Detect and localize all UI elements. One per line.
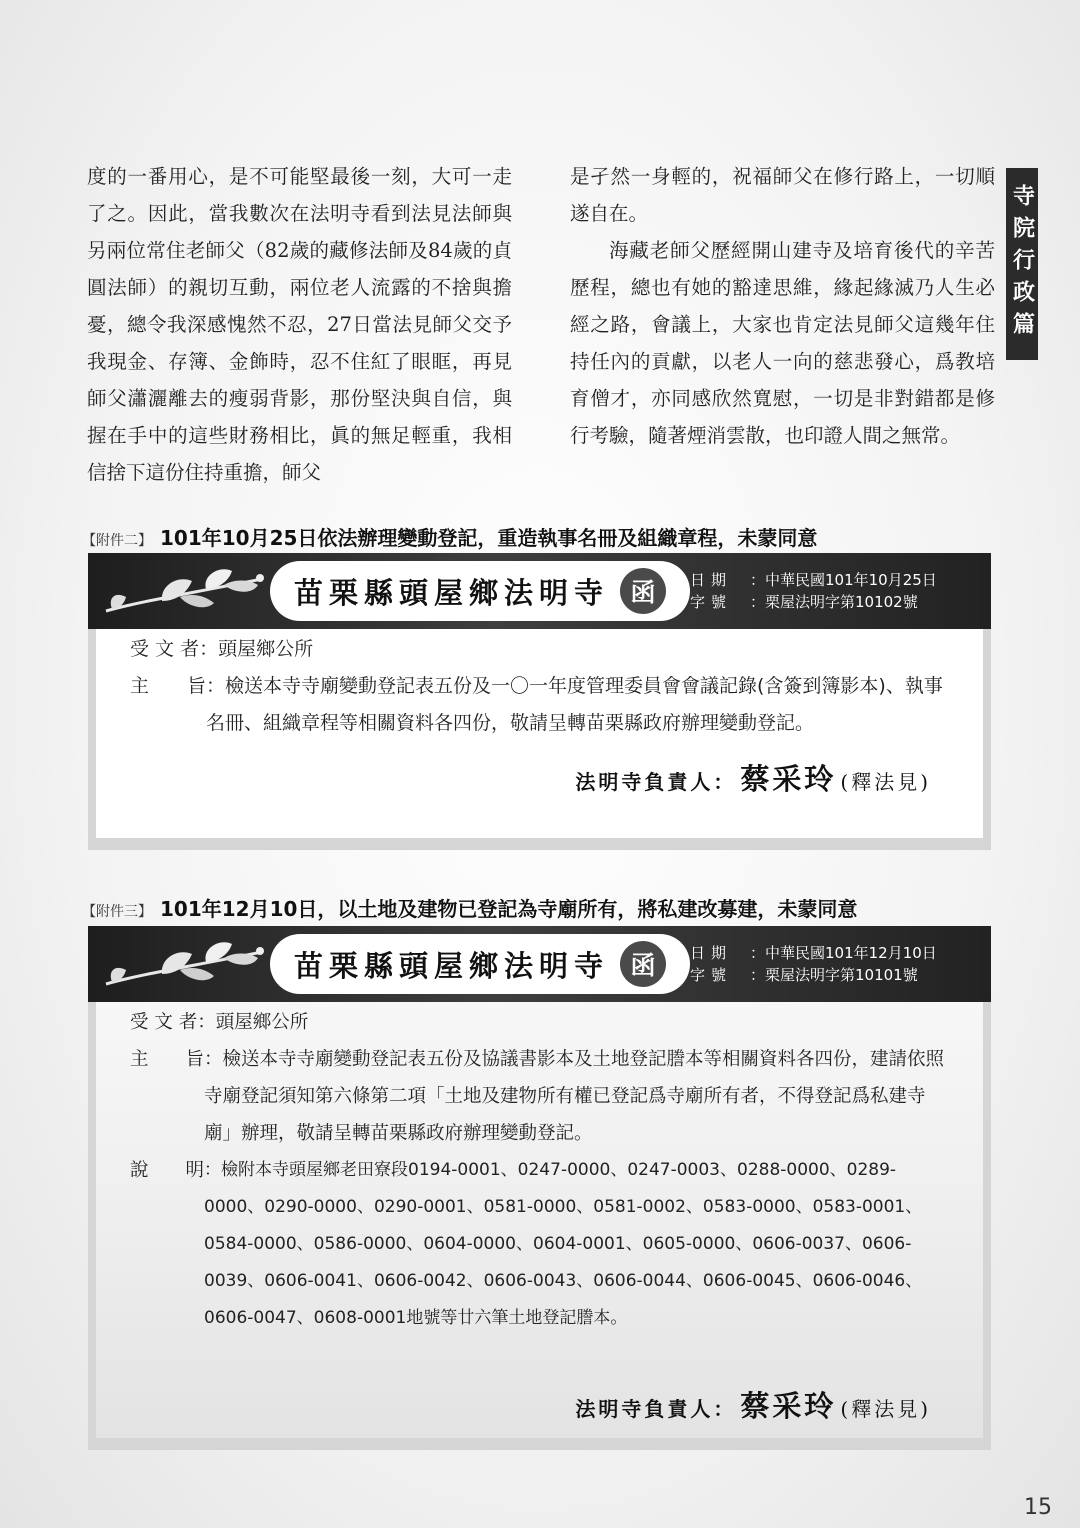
letter-body [96,1002,983,1438]
description-row [130,1152,953,1337]
recipient-row [130,1004,953,1041]
recipient-label: 受 文 者 [130,638,200,660]
signature-prefix: 法明寺負責人： [575,1397,737,1421]
date-value: ：中華民國101年10月25日 [750,571,937,589]
recipient-value: ：頭屋鄉公所 [199,638,314,660]
official-letter-2 [88,553,991,850]
signature-suffix: (釋法見) [840,1397,931,1421]
signature-name: 蔡采玲 [740,1389,837,1423]
description-label: 說 明 [130,1160,205,1181]
signature-line [575,757,931,798]
ref-label: 字號 [690,966,733,984]
page-number: 15 [1024,1495,1052,1520]
subject-row [130,1041,953,1152]
letterhead-title: 苗栗縣頭屋鄉法明寺 [294,948,610,983]
ref-value: ：栗屋法明字第10102號 [750,593,918,611]
signature-name: 蔡采玲 [740,762,837,796]
section-tab [1006,168,1038,360]
recipient-row [130,631,953,668]
description-value: ：檢附本寺頭屋鄉老田寮段0194-0001、0247-0000、0247-0003、0288-0000、0289-0000、0290-0000、0290-0001、0581-0000、0581-0002、0583-0000、0583-0001、0584-0000、0586-0000、0604-0000、0604-0001、0605-0000、0606-0037、0606-0039、0606-0041、0606-0042、0606-0043、0606-0044、0606-0045、0606-0046、0606-0047、0608-0001地號等廿六筆土地登記謄本。 [204,1160,923,1328]
attachment3-tag: 【附件三】 [82,904,152,920]
attachment2-tag: 【附件二】 [82,533,152,549]
leaf-branch-icon [102,934,272,998]
date-label: 日期 [690,571,733,589]
date-label: 日期 [690,944,733,962]
ref-value: ：栗屋法明字第10101號 [750,966,918,984]
letter-seal: 函 [620,568,666,614]
letterhead-banner [88,926,991,1002]
article-right-column [570,158,995,454]
subject-row [130,668,953,742]
recipient-label: 受 文 者 [130,1012,198,1033]
letter-meta [690,569,937,613]
subject-value: ：檢送本寺寺廟變動登記表五份及一〇一年度管理委員會會議記錄(含簽到簿影本)、執事名冊、組織章程等相關資料各四份，敬請呈轉苗栗縣政府辦理變動登記。 [206,675,943,734]
signature-prefix: 法明寺負責人： [575,770,737,794]
letterhead-banner [88,553,991,629]
article-paragraph: 是孑然一身輕的，祝福師父在修行路上，一切順遂自在。 [570,165,995,225]
letterhead-title: 苗栗縣頭屋鄉法明寺 [294,575,610,610]
attachment2-title-text: 101年10月25日依法辦理變動登記，重造執事名冊及組織章程，未蒙同意 [160,526,818,550]
official-letter-3 [88,926,991,1450]
attachment2-title [82,522,817,551]
recipient-value: ：頭屋鄉公所 [197,1012,309,1033]
letter-body [96,629,983,838]
attachment3-title [82,893,857,922]
letter-seal: 函 [620,941,666,987]
subject-label: 主 旨 [130,1049,205,1070]
subject-label: 主 旨 [130,675,207,697]
section-tab-label: 寺院行政篇 [1009,184,1035,344]
signature-suffix: (釋法見) [840,770,931,794]
date-value: ：中華民國101年12月10日 [750,944,937,962]
subject-value: ：檢送本寺寺廟變動登記表五份及協議書影本及土地登記謄本等相關資料各四份，建請依照寺廟登記須知第六條第二項「土地及建物所有權已登記爲寺廟所有者，不得登記爲私建寺廟」辦理，敬請呈轉苗栗縣政府辦理變動登記。 [204,1049,945,1144]
article-paragraph: 度的一番用心，是不可能堅最後一刻，大可一走了之。因此，當我數次在法明寺看到法見法師與另兩位常住老師父（82歲的藏修法師及84歲的貞圓法師）的親切互動，兩位老人流露的不捨與擔憂，總令我深感愧然不忍，27日當法見師父交予我現金、存簿、金飾時，忍不住紅了眼眶，再見師父瀟灑離去的瘦弱背影，那份堅決與自信，與握在手中的這些財務相比，眞的無足輕重，我相信捨下這份住持重擔，師父 [87,165,512,484]
signature-line [575,1384,931,1425]
ref-label: 字號 [690,593,733,611]
article-left-column [87,158,512,491]
leaf-branch-icon [102,561,272,625]
attachment3-title-text: 101年12月10日，以土地及建物已登記為寺廟所有，將私建改募建，未蒙同意 [160,897,858,921]
article-paragraph: 海藏老師父歷經開山建寺及培育後代的辛苦歷程，總也有她的豁達思維，緣起緣滅乃人生必經之路，會議上，大家也肯定法見師父這幾年住持任內的貢獻，以老人一向的慈悲發心，爲教培育僧才，亦同感欣然寬慰，一切是非對錯都是修行考驗，隨著煙消雲散，也印證人間之無常。 [570,239,995,447]
letter-meta [690,942,937,986]
